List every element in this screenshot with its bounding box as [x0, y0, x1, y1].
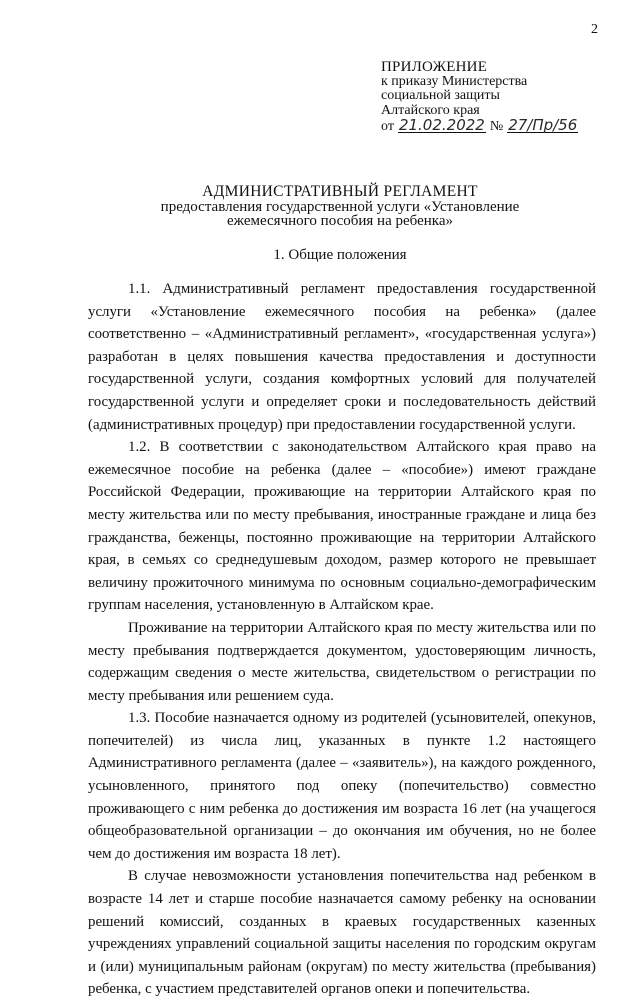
- paragraph: В случае невозможности установления попечительства над ребенком в возрасте 14 лет и старше пособие назначается самому ребенку на основании решений комиссий, созданных в краевых государственных казенных учреждениях управлений социальной защиты населения по городским округам и (или) муниципальным районам (округам) по месту жительства (пребывания) ребенка, с участием представителей органов опеки и попечительства.: [88, 868, 596, 998]
- appendix-line: Алтайского края: [381, 102, 480, 118]
- appendix-block: [381, 60, 578, 135]
- paragraph: 1.1. Административный регламент предоставления государственной услуги «Установление ежемесячного пособия на ребенка» (далее соответственно – «Административный регламент», «государственная услуга») разработан в целях повышения качества предоставления и доступности государственной услуги, создания комфортных условий для получателей государственной услуги и определяет сроки и последовательность действий (административных процедур) при предоставлении государственной услуги.: [88, 281, 596, 433]
- handwritten-number: 27/Пр/56: [508, 116, 578, 134]
- title-main: АДМИНИСТРАТИВНЫЙ РЕГЛАМЕНТ: [202, 183, 478, 200]
- from-label: от: [381, 119, 394, 134]
- document-body: [88, 278, 596, 1001]
- paragraph: Проживание на территории Алтайского края по месту жительства или по месту пребывания подтверждается документом, удостоверяющим личность, содержащим сведения о месте жительства, свидетельством о регистрации по месту пребывания или решением суда.: [88, 619, 596, 704]
- title-sub: предоставления государственной услуги «Установление: [160, 199, 520, 215]
- handwritten-date: 21.02.2022: [398, 116, 485, 134]
- number-label: №: [489, 119, 504, 134]
- appendix-title: ПРИЛОЖЕНИЕ: [381, 59, 488, 75]
- order-date-number: [381, 118, 578, 135]
- appendix-line: к приказу Министерства: [381, 73, 528, 89]
- section-heading: 1. Общие положения: [273, 247, 407, 263]
- document-title: [40, 185, 640, 228]
- appendix-line: социальной защиты: [381, 88, 500, 103]
- paragraph: 1.2. В соответствии с законодательством Алтайского края право на ежемесячное пособие на ребенка (далее – «пособие») имеют граждане Российской Федерации, проживающие на территории Алтайского края по месту жительства или по месту пребывания, иностранные граждане и лица без гражданства, беженцы, постоянно проживающие на территории Алтайского края, в семьях со среднедушевым доходом, размер которого не превышает величину прожиточного минимума по основным социально-демографическим группам населения, установленную в Алтайском крае.: [88, 439, 596, 614]
- title-sub: ежемесячного пособия на ребенка»: [227, 213, 453, 229]
- page-number: 2: [591, 22, 598, 37]
- paragraph: 1.3. Пособие назначается одному из родителей (усыновителей, опекунов, попечителей) из числа лиц, указанных в пункте 1.2 настоящего Административного регламента (далее – «заявитель»), на каждого рожденного, усыновленного, принятого под опеку (попечительство) совместно проживающего с ним ребенка до достижения им возраста 16 лет (на учащегося общеобразовательной организации – до окончания им обучения, но не более чем до достижения им возраста 18 лет).: [88, 710, 596, 862]
